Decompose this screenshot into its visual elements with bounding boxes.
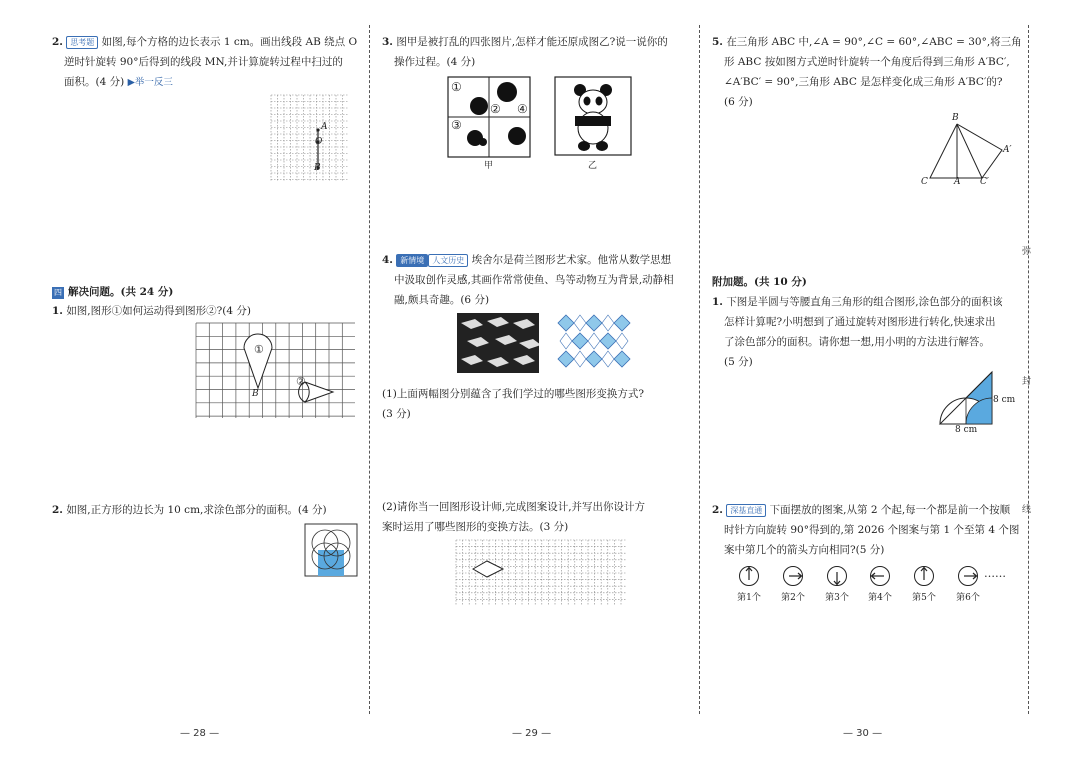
question-text: 图甲是被打乱的四张图片,怎样才能还原成图乙?说一说你的 xyxy=(396,36,668,48)
rotating-arrow-icon xyxy=(782,565,804,587)
rotating-arrow-icon xyxy=(957,565,979,587)
semicircle-triangle-figure xyxy=(938,370,998,426)
vertex-label-a: A xyxy=(954,177,961,187)
question-text: 埃舍尔是荷兰图形艺术家。他常从数学思想 xyxy=(471,254,672,266)
question-tag: 深基直通 xyxy=(726,504,766,517)
question-text: (2)请你当一回图形设计师,完成图案设计,并写出你设计方 xyxy=(382,501,646,513)
question-number: 1. xyxy=(52,305,63,317)
arrow-item-label: 第1个 xyxy=(737,593,761,603)
arrow-item xyxy=(956,565,980,603)
image-caption-jia: 甲 xyxy=(484,161,494,171)
question-text: 下面摆放的图案,从第 2 个起,每一个都是前一个按顺 xyxy=(769,504,1011,516)
arrow-item xyxy=(737,565,761,603)
question-tag: 思考题 xyxy=(66,36,98,49)
question-text: 如图,每个方格的边长表示 1 cm。画出线段 AB 绕点 O xyxy=(101,36,358,48)
question-2 xyxy=(52,32,362,93)
question-text: (5 分) xyxy=(724,356,753,368)
question-text: ∠A′BC′ = 90°,三角形 ABC 是怎样变化成三角形 A′BC′的? xyxy=(724,76,1003,88)
question-number: 3. xyxy=(382,36,393,48)
piece-label-1: ① xyxy=(451,80,462,94)
panda-image xyxy=(554,76,632,156)
rotating-arrow-icon xyxy=(913,565,935,587)
vertex-label-b: B xyxy=(952,113,959,123)
arrow-item-label: 第2个 xyxy=(781,593,805,603)
question-4-part-2 xyxy=(382,497,692,537)
extra-section-title xyxy=(712,272,807,292)
question-tag: 新情境 xyxy=(396,254,428,267)
rotating-arrow-icon xyxy=(738,565,760,587)
rotating-arrow-icon xyxy=(869,565,891,587)
side-label: 线 xyxy=(1022,505,1032,515)
question-number: 4. xyxy=(382,254,393,266)
binding-line xyxy=(1028,25,1029,714)
question-text: (6 分) xyxy=(724,96,753,108)
question-text: 了涂色部分的面积。请你想一想,用小明的方法进行解答。 xyxy=(724,336,990,348)
shape-2-label: ② xyxy=(296,375,306,388)
continuation-dots: …… xyxy=(984,567,1006,580)
question-text: 形 ABC 按如图方式逆时针旋转一个角度后得到三角形 A′BC′, xyxy=(724,56,1010,68)
page-number-left: — 28 — xyxy=(180,728,220,739)
section-title: 附加题。(共 10 分) xyxy=(712,276,807,288)
arrow-item-label: 第5个 xyxy=(912,593,936,603)
question-number: 2. xyxy=(52,504,63,516)
question-text: 怎样计算呢?小明想到了通过旋转对图形进行转化,快速求出 xyxy=(724,316,996,328)
arrow-item xyxy=(825,565,849,603)
column-separator xyxy=(699,25,700,714)
vertex-label-c-prime: C′ xyxy=(980,177,989,187)
extra-problem-2 xyxy=(712,500,1022,560)
rotating-arrow-icon xyxy=(826,565,848,587)
extra-problem-1 xyxy=(712,292,1022,372)
page-number-right: — 30 — xyxy=(843,728,883,739)
question-number: 5. xyxy=(712,36,723,48)
question-text: 案中第几个的箭头方向相同?(5 分) xyxy=(724,544,885,556)
vertex-label-a-prime: A′ xyxy=(1003,145,1012,155)
question-tag: 人文历史 xyxy=(428,254,468,267)
problem-2 xyxy=(52,500,327,520)
dimension-label-height: 8 cm xyxy=(993,395,1016,405)
arrow-item-label: 第4个 xyxy=(868,593,892,603)
question-4-part-1 xyxy=(382,384,692,424)
question-number: 1. xyxy=(712,296,723,308)
section-title: 解决问题。(共 24 分) xyxy=(68,286,174,298)
arrow-item-label: 第6个 xyxy=(956,593,980,603)
related-practice-link[interactable]: ▶举一反三 xyxy=(127,77,173,88)
page-number-middle: — 29 — xyxy=(512,728,552,739)
question-text: 下图是半圆与等腰直角三角形的组合图形,涂色部分的面积该 xyxy=(726,296,1003,308)
grid-label-a: A xyxy=(321,122,328,132)
column-separator xyxy=(369,25,370,714)
diamond-tessellation-image xyxy=(556,311,632,373)
question-text: (1)上面两幅图分别蕴含了我们学过的哪些图形变换方式? xyxy=(382,388,645,400)
grid-label-o: O xyxy=(315,137,323,147)
piece-label-4: ④ xyxy=(517,102,528,116)
transform-grid xyxy=(195,322,357,420)
point-b-label: B xyxy=(252,389,259,399)
question-text: 中汲取创作灵感,其画作常常使鱼、鸟等动物互为背景,动静相 xyxy=(394,274,674,286)
shape-1-label: ① xyxy=(254,343,264,356)
arrow-item xyxy=(868,565,892,603)
square-circles-figure xyxy=(304,523,358,577)
question-3 xyxy=(382,32,692,72)
question-text: 逆时针旋转 90°后得到的线段 MN,并计算旋转过程中扫过的 xyxy=(64,56,343,68)
question-number: 2. xyxy=(52,36,63,48)
piece-label-3: ③ xyxy=(451,118,462,132)
question-text: 操作过程。(4 分) xyxy=(394,56,476,68)
question-4 xyxy=(382,250,692,310)
dimension-label-base: 8 cm xyxy=(955,425,978,435)
question-text: 如图,正方形的边长为 10 cm,求涂色部分的面积。(4 分) xyxy=(66,504,327,516)
side-label: 封 xyxy=(1022,377,1032,387)
question-text: 如图,图形①如何运动得到图形②?(4 分) xyxy=(66,305,251,317)
image-caption-yi: 乙 xyxy=(588,161,598,171)
arrow-item xyxy=(781,565,805,603)
problem-1 xyxy=(52,301,251,321)
rotation-grid xyxy=(270,94,350,184)
section-number: 四 xyxy=(54,288,62,297)
question-text: 在三角形 ABC 中,∠A = 90°,∠C = 60°,∠ABC = 30°,将三角 xyxy=(726,36,1022,48)
question-text: 案时运用了哪些图形的变换方法。(3 分) xyxy=(382,521,569,533)
section-header xyxy=(52,282,173,302)
question-text: 融,颇具奇趣。(6 分) xyxy=(394,294,490,306)
grid-label-b: B xyxy=(314,163,321,173)
question-text: 面积。(4 分) xyxy=(64,76,125,88)
question-text: 时针方向旋转 90°得到的,第 2026 个图案与第 1 个至第 4 个图 xyxy=(724,524,1020,536)
arrow-item xyxy=(912,565,936,603)
vertex-label-c: C xyxy=(921,177,928,187)
question-text: (3 分) xyxy=(382,408,411,420)
escher-birds-image xyxy=(457,313,539,373)
question-5 xyxy=(712,32,1022,112)
question-number: 2. xyxy=(712,504,723,516)
piece-label-2: ② xyxy=(490,102,501,116)
arrow-item-label: 第3个 xyxy=(825,593,849,603)
design-grid xyxy=(455,539,629,607)
side-label: 弥 xyxy=(1022,247,1032,257)
